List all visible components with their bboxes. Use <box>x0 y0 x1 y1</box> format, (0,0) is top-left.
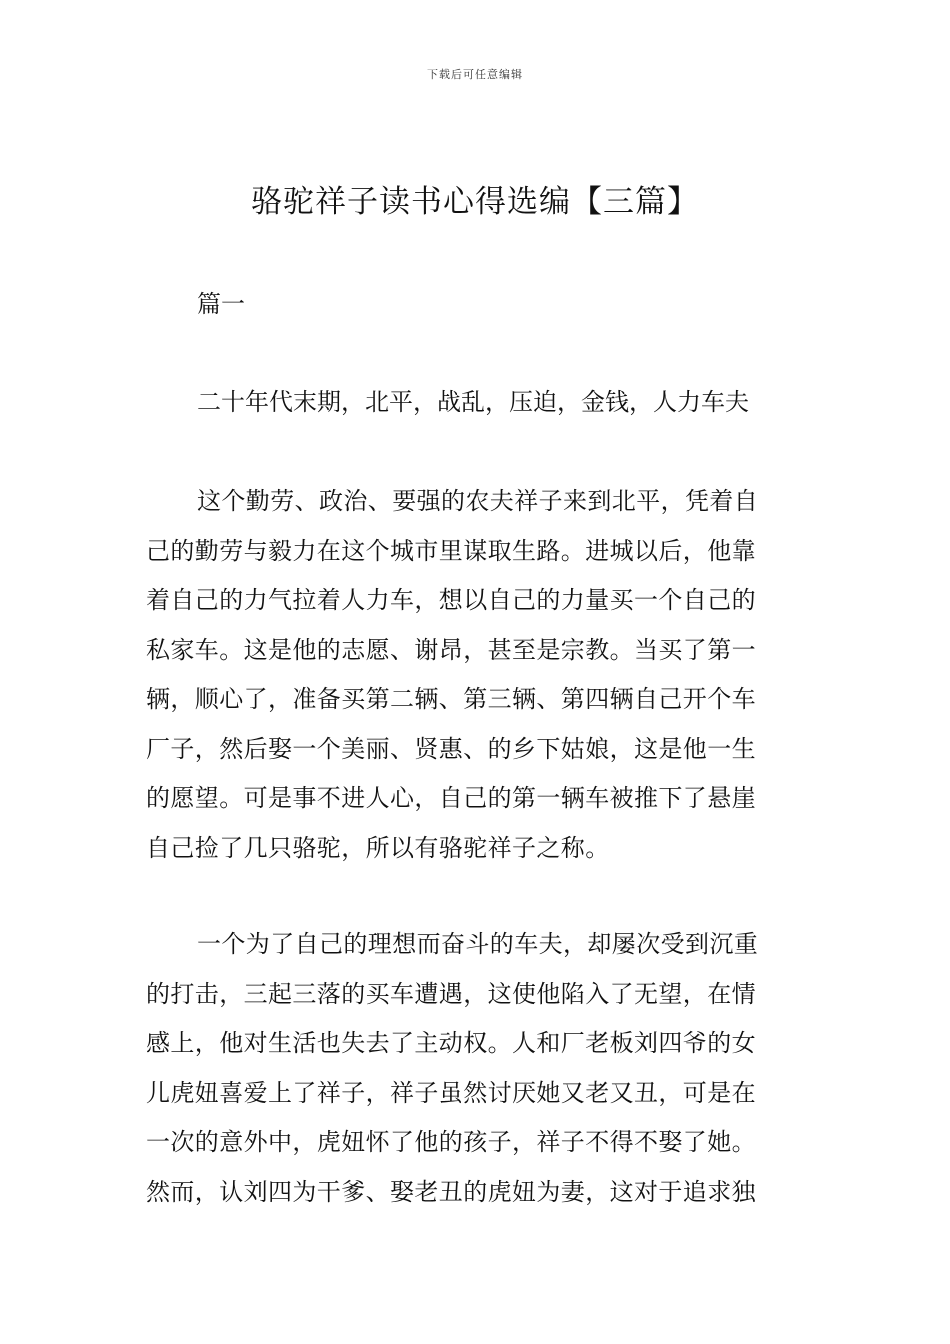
paragraph-line: 自己捡了几只骆驼，所以有骆驼祥子之称。 <box>146 833 610 862</box>
keywords-line: 二十年代末期，北平，战乱，压迫，金钱，人力车夫 <box>197 388 749 416</box>
paragraph-line: 厂子，然后娶一个美丽、贤惠、的乡下姑娘，这是他一生 <box>146 734 756 763</box>
paragraph-line: 的打击，三起三落的买车遭遇，这使他陷入了无望，在情 <box>146 979 756 1008</box>
paragraph-line: 感上，他对生活也失去了主动权。人和厂老板刘四爷的女 <box>146 1029 756 1057</box>
paragraph-line: 儿虎妞喜爱上了祥子，祥子虽然讨厌她又老又丑，可是在 <box>146 1078 756 1107</box>
paragraph-line: 己的勤劳与毅力在这个城市里谋取生路。进城以后，他靠 <box>146 536 756 565</box>
paragraph-line: 着自己的力气拉着人力车，想以自己的力量买一个自己的 <box>146 586 756 614</box>
paragraph-line: 一个为了自己的理想而奋斗的车夫，却屡次受到沉重 <box>197 930 759 958</box>
paragraph-line: 这个勤劳、政治、要强的农夫祥子来到北平，凭着自 <box>197 487 759 515</box>
document-title: 骆驼祥子读书心得选编【三篇】 <box>251 184 699 220</box>
paragraph-line: 私家车。这是他的志愿、谢昂，甚至是宗教。当买了第一 <box>146 635 756 664</box>
paragraph-line: 的愿望。可是事不进人心，自己的第一辆车被推下了悬崖 <box>146 784 756 812</box>
paragraph-line: 辆，顺心了，准备买第二辆、第三辆、第四辆自己开个车 <box>146 685 756 713</box>
paragraph-line: 然而，认刘四为干爹、娶老丑的虎妞为妻，这对于追求独 <box>146 1177 756 1206</box>
paragraph-line: 一次的意外中，虎妞怀了他的孩子，祥子不得不娶了她。 <box>146 1128 756 1156</box>
header-note: 下载后可任意编辑 <box>427 68 523 81</box>
paragraph-2 <box>146 920 806 1217</box>
paragraph-1 <box>146 477 806 873</box>
section-label: 篇一 <box>197 290 245 318</box>
